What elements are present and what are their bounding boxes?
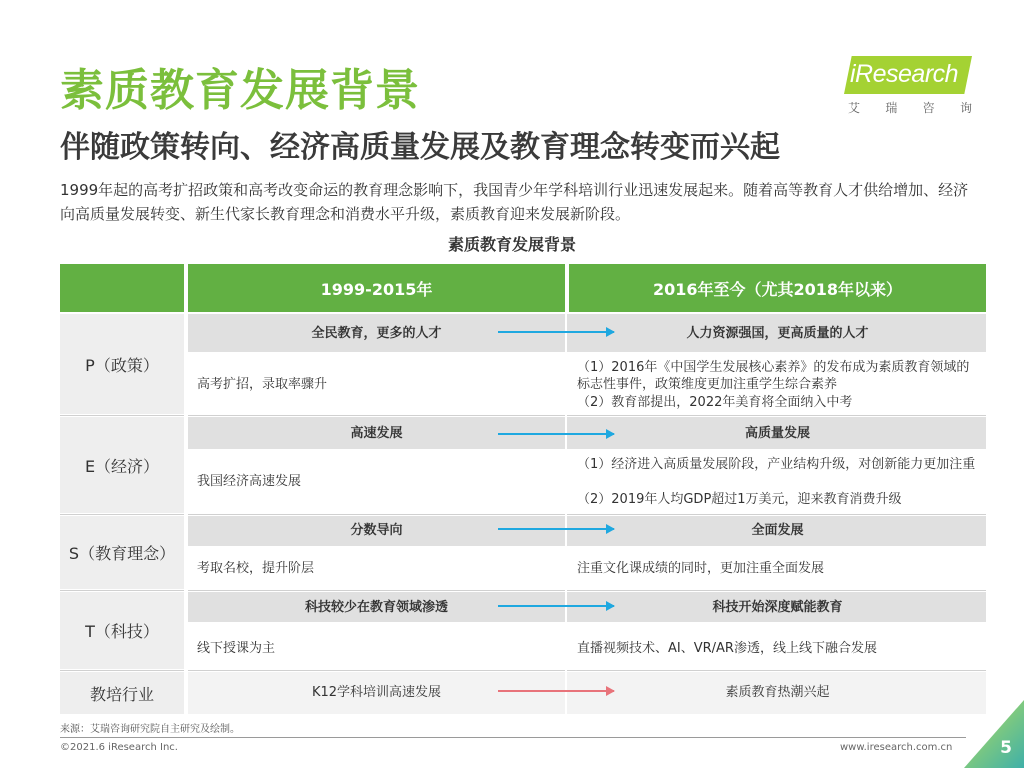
economy-left-detail: 我国经济高速发展 xyxy=(197,474,302,489)
arrow-right-icon xyxy=(498,605,614,607)
page-title: 素质教育发展背景 xyxy=(60,65,420,116)
logo-char: 瑞 xyxy=(885,101,898,115)
tech-right-head: 科技开始深度赋能教育 xyxy=(712,600,843,615)
logo-char: 询 xyxy=(959,101,972,115)
table-title: 素质教育发展背景 xyxy=(447,235,576,254)
label-divider xyxy=(184,264,188,714)
concept-right-detail: 注重文化课成绩的同时，更加注重全面发展 xyxy=(577,561,825,576)
economy-right-detail-2: （2）2019年人均GDP超过1万美元，迎来教育消费升级 xyxy=(577,492,902,507)
row-divider xyxy=(60,590,986,591)
logo-char: 咨 xyxy=(922,101,935,115)
row-divider xyxy=(60,514,986,515)
policy-right-head: 人力资源强国，更高质量的人才 xyxy=(686,326,869,341)
policy-left-head: 全民教育，更多的人才 xyxy=(311,326,442,341)
logo-subtext xyxy=(848,99,972,116)
row-label-policy: P（政策） xyxy=(60,314,184,414)
economy-left-head: 高速发展 xyxy=(350,426,403,441)
logo-char: 艾 xyxy=(848,101,861,115)
row-label-economy: E（经济） xyxy=(60,417,184,513)
row-label-industry: 教培行业 xyxy=(60,672,184,714)
arrow-right-icon xyxy=(498,690,614,692)
concept-left-head: 分数导向 xyxy=(350,523,403,538)
header-corner-cell xyxy=(60,264,184,312)
footer-divider xyxy=(60,737,966,738)
iresearch-logo xyxy=(844,56,974,120)
policy-right-detail-2: （2）教育部提出，2022年美育将全面纳入中考 xyxy=(577,395,853,410)
row-label-education-concept: S（教育理念） xyxy=(60,516,184,589)
arrow-right-icon xyxy=(498,331,614,333)
row-label-technology: T（科技） xyxy=(60,592,184,669)
column-header-1999-2015: 1999-2015年 xyxy=(188,264,565,312)
row-divider xyxy=(60,670,986,671)
tech-left-head: 科技较少在教育领域渗透 xyxy=(304,600,448,615)
website-link[interactable]: www.iresearch.com.cn xyxy=(840,742,953,753)
page-subtitle: 伴随政策转向、经济高质量发展及教育理念转变而兴起 xyxy=(60,130,780,165)
arrow-right-icon xyxy=(498,528,614,530)
intro-paragraph: 1999年起的高考扩招政策和高考改变命运的教育理念影响下，我国青少年学科培训行业迅速发展起来。随着高等教育人才供给增加、经济向高质量发展转变、新生代家长教育理念和消费水平升级，素质教育迎来发展新阶段。 xyxy=(60,181,969,223)
tech-right-detail: 直播视频技术、AI、VR/AR渗透，线上线下融合发展 xyxy=(577,641,877,656)
tech-left-detail: 线下授课为主 xyxy=(197,641,276,656)
industry-right: 素质教育热潮兴起 xyxy=(725,685,830,700)
copyright: ©2021.6 iResearch Inc. xyxy=(60,742,178,753)
concept-right-head: 全面发展 xyxy=(751,523,804,538)
source-note: 来源：艾瑞咨询研究院自主研究及绘制。 xyxy=(60,724,240,735)
economy-right-head: 高质量发展 xyxy=(744,426,810,441)
logo-text: iResearch xyxy=(850,60,959,88)
policy-left-detail: 高考扩招，录取率骤升 xyxy=(197,377,328,392)
economy-right-detail-1: （1）经济进入高质量发展阶段，产业结构升级，对创新能力更加注重 xyxy=(577,457,976,472)
arrow-right-icon xyxy=(498,433,614,435)
policy-right-detail-1: （1）2016年《中国学生发展核心素养》的发布成为素质教育领域的标志性事件，政策维度更加注重学生综合素养 xyxy=(577,360,970,392)
industry-left: K12学科培训高速发展 xyxy=(311,685,442,700)
page-number: 5 xyxy=(1000,738,1012,758)
concept-left-detail: 考取名校，提升阶层 xyxy=(197,561,315,576)
column-header-2016-now: 2016年至今（尤其2018年以来） xyxy=(569,264,986,312)
row-divider xyxy=(60,415,986,416)
